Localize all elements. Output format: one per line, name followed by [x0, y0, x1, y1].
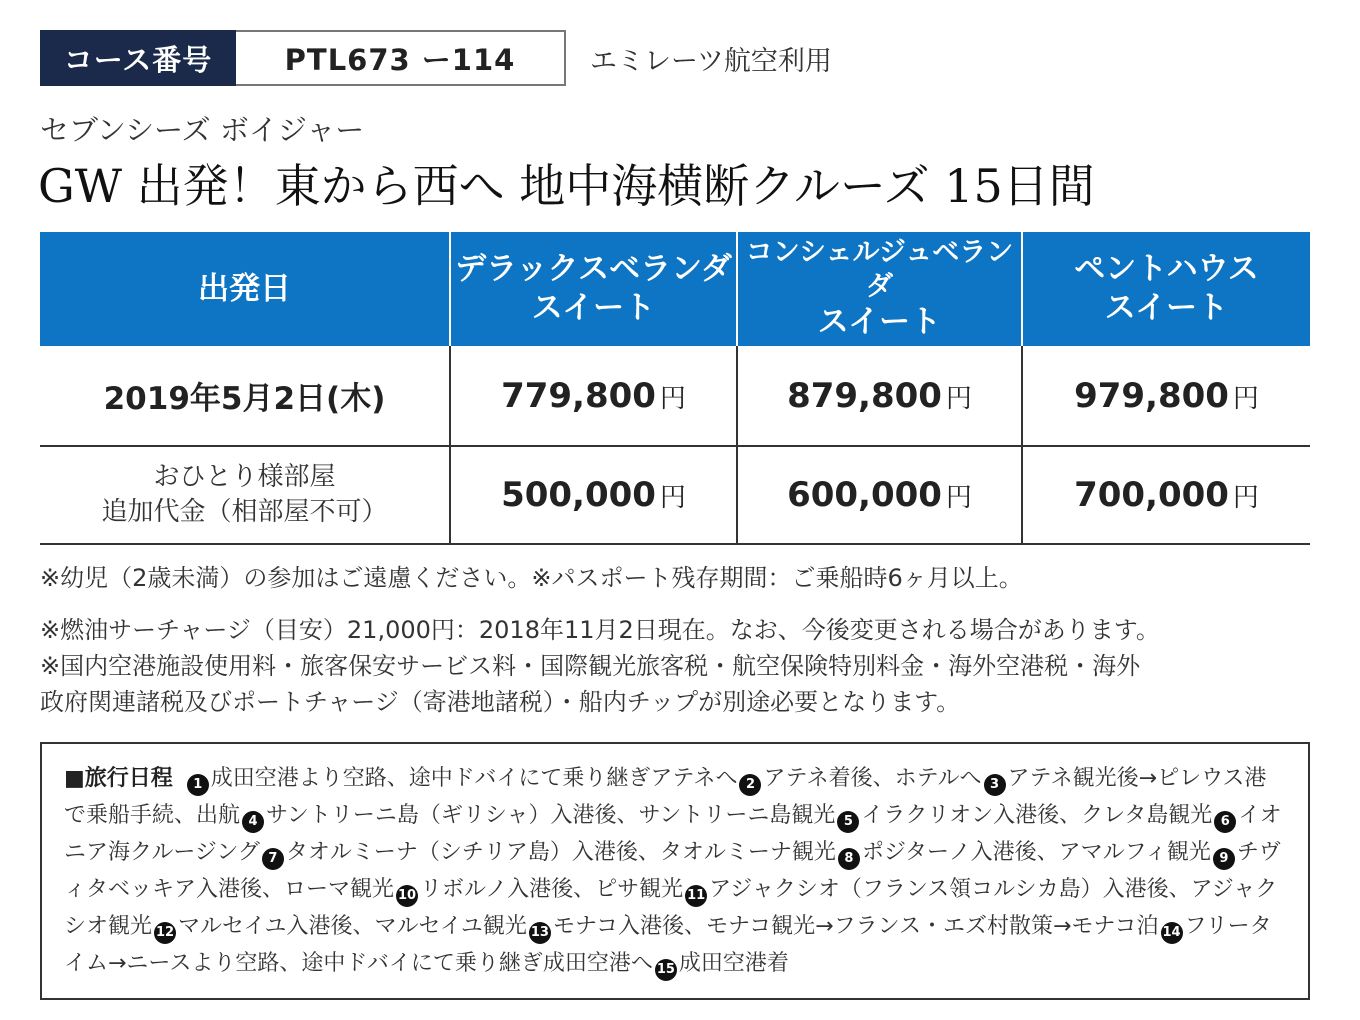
itinerary-day-text: イラクリオン入港後、クレタ島観光 — [861, 803, 1213, 828]
itinerary-day-text: フリータイム→ニースより空路、途中ドバイにて乗り継ぎ成田空港へ — [64, 914, 1272, 976]
table-row — [40, 446, 1310, 544]
itinerary-day-10 — [394, 877, 683, 902]
itinerary-day-7 — [260, 840, 836, 865]
itinerary-day-5 — [835, 803, 1212, 828]
note-line: ※国内空港施設使用料・旅客保安サービス料・国際観光旅客税・航空保険特別料金・海外空港税・海外 — [40, 652, 1141, 680]
tour-title: GW 出発！東から西へ 地中海横断クルーズ 15日間 — [38, 159, 1095, 213]
penthouse-price-cell — [1022, 346, 1310, 446]
deluxe-supplement-cell — [450, 446, 737, 544]
itinerary-day-text: アテネ観光後→ピレウス港で乗船手続、出航 — [64, 766, 1267, 828]
price-table-header — [40, 232, 1310, 346]
header-penthouse-line1: ペントハウス — [1074, 251, 1259, 288]
itinerary-day-text: マルセイユ入港後、マルセイユ観光 — [178, 914, 527, 939]
yen-unit: 円 — [945, 483, 972, 513]
itinerary-day-13 — [527, 914, 1159, 939]
header-concierge-veranda-suite — [737, 232, 1022, 346]
yen-unit: 円 — [945, 383, 972, 414]
itinerary-day-2 — [737, 766, 981, 791]
single-supplement-cell — [40, 446, 450, 544]
day-number-badge: 15 — [655, 959, 677, 981]
itinerary-day-4 — [240, 803, 835, 828]
deluxe-price-cell — [450, 346, 737, 446]
concierge-supplement-cell — [737, 446, 1022, 544]
course-number-value: PTL673 ー114 — [236, 30, 566, 86]
day-number-badge: 7 — [262, 848, 284, 870]
day-number-badge: 2 — [739, 774, 761, 796]
day-number-badge: 4 — [242, 811, 264, 833]
course-number-label: コース番号 — [40, 30, 236, 86]
itinerary-day-text: アテネ着後、ホテルへ — [763, 766, 982, 791]
day-number-badge: 1 — [187, 774, 209, 796]
itinerary-day-text: リボルノ入港後、ピサ観光 — [420, 877, 684, 902]
itinerary-day-text: ポジターノ入港後、アマルフィ観光 — [861, 840, 1211, 865]
itinerary-day-text: イオニア海クルージング — [64, 803, 1282, 865]
note-line: ※燃油サーチャージ（目安）21,000円：2018年11月2日現在。なお、今後変更される場合があります。 — [40, 616, 1160, 644]
day-number-badge: 14 — [1161, 922, 1183, 944]
itinerary-day-text: タオルミーナ（シチリア島）入港後、タオルミーナ観光 — [285, 840, 836, 865]
header-penthouse-line2: スイート — [1104, 290, 1229, 326]
concierge-price-cell — [737, 346, 1022, 446]
day-number-badge: 13 — [529, 922, 551, 944]
day-number-badge: 10 — [396, 885, 418, 907]
yen-unit: 円 — [1232, 383, 1259, 414]
day-number-badge: 8 — [838, 848, 860, 870]
day-number-badge: 9 — [1213, 848, 1235, 870]
note-line: ※幼児（2歳未満）の参加はご遠慮ください。※パスポート残存期間：ご乗船時6ヶ月以上。 — [40, 564, 1023, 592]
course-header — [40, 30, 832, 86]
itinerary-day-text: 成田空港より空路、途中ドバイにて乗り継ぎアテネへ — [210, 766, 738, 791]
penthouse-supplement-cell — [1022, 446, 1310, 544]
ship-name: セブンシーズ ボイジャー — [40, 113, 365, 147]
price-table — [40, 232, 1310, 545]
itinerary-day-15 — [653, 951, 789, 976]
day-number-badge: 5 — [837, 811, 859, 833]
price-value: 600,000 — [787, 475, 942, 515]
day-number-badge: 11 — [685, 885, 707, 907]
itinerary-day-text: 成田空港着 — [678, 951, 789, 976]
header-deluxe-veranda-suite — [450, 232, 737, 346]
itinerary-day-text: モナコ入港後、モナコ観光→フランス・エズ村散策→モナコ泊 — [552, 914, 1159, 939]
header-deluxe-line1: デラックスベランダ — [455, 251, 732, 288]
price-value: 500,000 — [501, 475, 656, 515]
itinerary-box — [40, 742, 1310, 1000]
yen-unit: 円 — [1232, 483, 1259, 513]
price-value: 879,800 — [787, 375, 942, 416]
itinerary-day-text: サントリーニ島（ギリシャ）入港後、サントリーニ島観光 — [266, 803, 836, 828]
yen-unit: 円 — [659, 383, 686, 414]
yen-unit: 円 — [659, 483, 686, 513]
table-row — [40, 346, 1310, 446]
day-number-badge: 3 — [984, 774, 1006, 796]
itinerary-day-text: チヴィタベッキア入港後、ローマ観光 — [64, 840, 1281, 902]
itinerary-day-1 — [185, 766, 738, 791]
itinerary-day-text: アジャクシオ（フランス領コルシカ島）入港後、アジャクシオ観光 — [64, 877, 1278, 939]
price-value: 779,800 — [501, 375, 656, 416]
itinerary-day-8 — [836, 840, 1211, 865]
single-supplement-line1: おひとり様部屋 — [153, 461, 336, 492]
day-number-badge: 6 — [1214, 811, 1236, 833]
itinerary-day-12 — [152, 914, 527, 939]
header-penthouse-suite — [1022, 232, 1310, 346]
price-value: 979,800 — [1074, 375, 1229, 416]
departure-date-cell: 2019年5月2日(木) — [40, 346, 450, 446]
notes-section — [40, 560, 1320, 720]
note-line: 政府関連諸税及びポートチャージ（寄港地諸税）・船内チップが別途必要となります。 — [40, 688, 961, 716]
itinerary-heading: ■旅行日程 — [64, 766, 173, 791]
header-departure-date: 出発日 — [40, 232, 450, 346]
header-concierge-line1: コンシェルジュベランダ — [745, 236, 1014, 302]
price-value: 700,000 — [1074, 475, 1229, 515]
airline-text: エミレーツ航空利用 — [590, 45, 832, 77]
day-number-badge: 12 — [154, 922, 176, 944]
header-deluxe-line2: スイート — [531, 290, 656, 326]
header-concierge-line2: スイート — [817, 304, 942, 341]
single-supplement-line2: 追加代金（相部屋不可） — [101, 497, 388, 527]
